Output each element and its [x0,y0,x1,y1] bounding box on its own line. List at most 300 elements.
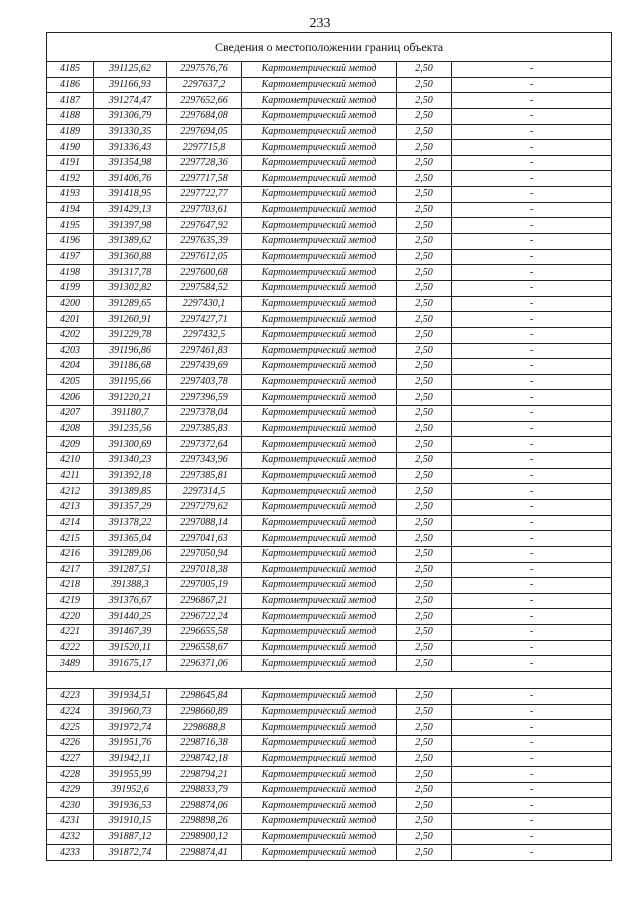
method-cell: Картометрический метод [242,735,397,751]
table-row [47,845,612,861]
method-cell: Картометрический метод [242,798,397,814]
method-cell: Картометрический метод [242,108,397,124]
method-cell: Картометрический метод [242,688,397,704]
point-number-cell: 4221 [47,625,94,641]
y-coordinate-cell: 2297635,39 [167,234,242,250]
point-number-cell: 4210 [47,453,94,469]
description-cell: - [452,155,612,171]
y-coordinate-cell: 2298874,06 [167,798,242,814]
description-cell: - [452,531,612,547]
point-number-cell: 4213 [47,499,94,515]
y-coordinate-cell: 2296655,58 [167,625,242,641]
point-number-cell: 4191 [47,155,94,171]
method-cell: Картометрический метод [242,704,397,720]
x-coordinate-cell: 391340,23 [94,453,167,469]
description-cell: - [452,437,612,453]
method-cell: Картометрический метод [242,249,397,265]
point-number-cell: 4220 [47,609,94,625]
description-cell: - [452,108,612,124]
precision-cell: 2,50 [397,578,452,594]
table-row [47,421,612,437]
point-number-cell: 4198 [47,265,94,281]
precision-cell: 2,50 [397,62,452,78]
precision-cell: 2,50 [397,562,452,578]
method-cell: Картометрический метод [242,421,397,437]
y-coordinate-cell: 2298874,41 [167,845,242,861]
description-cell: - [452,499,612,515]
method-cell: Картометрический метод [242,593,397,609]
precision-cell: 2,50 [397,108,452,124]
table-row [47,484,612,500]
description-cell: - [452,767,612,783]
y-coordinate-cell: 2297432,5 [167,327,242,343]
point-number-cell: 4187 [47,93,94,109]
description-cell: - [452,312,612,328]
x-coordinate-cell: 391389,62 [94,234,167,250]
description-cell: - [452,265,612,281]
y-coordinate-cell: 2297684,08 [167,108,242,124]
description-cell: - [452,421,612,437]
precision-cell: 2,50 [397,640,452,656]
table-row [47,327,612,343]
table-row [47,688,612,704]
precision-cell: 2,50 [397,767,452,783]
precision-cell: 2,50 [397,531,452,547]
table-row [47,155,612,171]
method-cell: Картометрический метод [242,406,397,422]
precision-cell: 2,50 [397,625,452,641]
description-cell: - [452,829,612,845]
y-coordinate-cell: 2296722,24 [167,609,242,625]
precision-cell: 2,50 [397,406,452,422]
point-number-cell: 4227 [47,751,94,767]
y-coordinate-cell: 2297728,36 [167,155,242,171]
description-cell: - [452,720,612,736]
method-cell: Картометрический метод [242,499,397,515]
method-cell: Картометрический метод [242,531,397,547]
x-coordinate-cell: 391418,95 [94,187,167,203]
x-coordinate-cell: 391357,29 [94,499,167,515]
x-coordinate-cell: 391196,86 [94,343,167,359]
point-number-cell: 4189 [47,124,94,140]
method-cell: Картометрический метод [242,234,397,250]
description-cell: - [452,140,612,156]
y-coordinate-cell: 2296371,06 [167,656,242,672]
description-cell: - [452,234,612,250]
x-coordinate-cell: 391302,82 [94,280,167,296]
table-row [47,390,612,406]
table-row [47,531,612,547]
method-cell: Картометрический метод [242,312,397,328]
description-cell: - [452,704,612,720]
table-row [47,140,612,156]
x-coordinate-cell: 391180,7 [94,406,167,422]
point-number-cell: 4195 [47,218,94,234]
precision-cell: 2,50 [397,720,452,736]
precision-cell: 2,50 [397,140,452,156]
description-cell: - [452,280,612,296]
method-cell: Картометрический метод [242,124,397,140]
description-cell: - [452,343,612,359]
method-cell: Картометрический метод [242,265,397,281]
table-row [47,720,612,736]
description-cell: - [452,782,612,798]
method-cell: Картометрический метод [242,845,397,861]
y-coordinate-cell: 2297576,76 [167,62,242,78]
table-title: Сведения о местоположении границ объекта [47,33,612,62]
x-coordinate-cell: 391936,53 [94,798,167,814]
x-coordinate-cell: 391260,91 [94,312,167,328]
point-number-cell: 4219 [47,593,94,609]
x-coordinate-cell: 391406,76 [94,171,167,187]
x-coordinate-cell: 391388,3 [94,578,167,594]
method-cell: Картометрический метод [242,280,397,296]
y-coordinate-cell: 2298716,38 [167,735,242,751]
method-cell: Картометрический метод [242,359,397,375]
table-row [47,453,612,469]
point-number-cell: 4229 [47,782,94,798]
table-row [47,782,612,798]
precision-cell: 2,50 [397,468,452,484]
description-cell: - [452,484,612,500]
table-row [47,546,612,562]
table-row [47,93,612,109]
x-coordinate-cell: 391229,78 [94,327,167,343]
table-row [47,578,612,594]
description-cell: - [452,640,612,656]
y-coordinate-cell: 2297005,19 [167,578,242,594]
table-row [47,62,612,78]
table-row [47,265,612,281]
x-coordinate-cell: 391354,98 [94,155,167,171]
y-coordinate-cell: 2297461,83 [167,343,242,359]
description-cell: - [452,374,612,390]
y-coordinate-cell: 2297703,61 [167,202,242,218]
table-row [47,312,612,328]
description-cell: - [452,515,612,531]
x-coordinate-cell: 391306,79 [94,108,167,124]
y-coordinate-cell: 2297050,94 [167,546,242,562]
description-cell: - [452,593,612,609]
method-cell: Картометрический метод [242,546,397,562]
precision-cell: 2,50 [397,202,452,218]
precision-cell: 2,50 [397,93,452,109]
y-coordinate-cell: 2298742,18 [167,751,242,767]
x-coordinate-cell: 391952,6 [94,782,167,798]
precision-cell: 2,50 [397,656,452,672]
method-cell: Картометрический метод [242,296,397,312]
y-coordinate-cell: 2297041,63 [167,531,242,547]
table-row [47,437,612,453]
y-coordinate-cell: 2297343,96 [167,453,242,469]
description-cell: - [452,688,612,704]
table-row [47,609,612,625]
y-coordinate-cell: 2297385,83 [167,421,242,437]
table-row [47,77,612,93]
description-cell: - [452,735,612,751]
point-number-cell: 4201 [47,312,94,328]
method-cell: Картометрический метод [242,640,397,656]
point-number-cell: 4203 [47,343,94,359]
precision-cell: 2,50 [397,704,452,720]
point-number-cell: 4186 [47,77,94,93]
description-cell: - [452,359,612,375]
point-number-cell: 4192 [47,171,94,187]
table-row [47,234,612,250]
precision-cell: 2,50 [397,296,452,312]
precision-cell: 2,50 [397,234,452,250]
precision-cell: 2,50 [397,343,452,359]
x-coordinate-cell: 391675,17 [94,656,167,672]
x-coordinate-cell: 391429,13 [94,202,167,218]
method-cell: Картометрический метод [242,218,397,234]
method-cell: Картометрический метод [242,720,397,736]
method-cell: Картометрический метод [242,829,397,845]
description-cell: - [452,625,612,641]
x-coordinate-cell: 391274,47 [94,93,167,109]
point-number-cell: 4206 [47,390,94,406]
precision-cell: 2,50 [397,312,452,328]
table-row [47,735,612,751]
precision-cell: 2,50 [397,546,452,562]
precision-cell: 2,50 [397,265,452,281]
precision-cell: 2,50 [397,327,452,343]
precision-cell: 2,50 [397,484,452,500]
precision-cell: 2,50 [397,499,452,515]
x-coordinate-cell: 391317,78 [94,265,167,281]
y-coordinate-cell: 2297372,64 [167,437,242,453]
y-coordinate-cell: 2298794,21 [167,767,242,783]
x-coordinate-cell: 391125,62 [94,62,167,78]
description-cell: - [452,546,612,562]
x-coordinate-cell: 391887,12 [94,829,167,845]
description-cell: - [452,249,612,265]
point-number-cell: 4226 [47,735,94,751]
precision-cell: 2,50 [397,688,452,704]
precision-cell: 2,50 [397,845,452,861]
x-coordinate-cell: 391378,22 [94,515,167,531]
table-row [47,187,612,203]
description-cell: - [452,218,612,234]
point-number-cell: 4218 [47,578,94,594]
y-coordinate-cell: 2298833,79 [167,782,242,798]
table-row [47,218,612,234]
section-separator-row [47,671,612,688]
y-coordinate-cell: 2298645,84 [167,688,242,704]
x-coordinate-cell: 391960,73 [94,704,167,720]
y-coordinate-cell: 2297600,68 [167,265,242,281]
description-cell: - [452,406,612,422]
section-separator [47,671,612,688]
x-coordinate-cell: 391360,88 [94,249,167,265]
y-coordinate-cell: 2297717,58 [167,171,242,187]
precision-cell: 2,50 [397,782,452,798]
x-coordinate-cell: 391220,21 [94,390,167,406]
x-coordinate-cell: 391520,11 [94,640,167,656]
point-number-cell: 4199 [47,280,94,296]
method-cell: Картометрический метод [242,155,397,171]
table-row [47,468,612,484]
method-cell: Картометрический метод [242,77,397,93]
x-coordinate-cell: 391942,11 [94,751,167,767]
precision-cell: 2,50 [397,171,452,187]
point-number-cell: 4207 [47,406,94,422]
table-row [47,296,612,312]
table-row [47,249,612,265]
precision-cell: 2,50 [397,390,452,406]
x-coordinate-cell: 391467,39 [94,625,167,641]
method-cell: Картометрический метод [242,814,397,830]
point-number-cell: 4211 [47,468,94,484]
y-coordinate-cell: 2297314,5 [167,484,242,500]
point-number-cell: 4224 [47,704,94,720]
table-row [47,406,612,422]
point-number-cell: 4217 [47,562,94,578]
table-row [47,829,612,845]
table-row [47,656,612,672]
y-coordinate-cell: 2297088,14 [167,515,242,531]
x-coordinate-cell: 391389,85 [94,484,167,500]
y-coordinate-cell: 2297694,05 [167,124,242,140]
y-coordinate-cell: 2298898,26 [167,814,242,830]
point-number-cell: 4222 [47,640,94,656]
y-coordinate-cell: 2297637,2 [167,77,242,93]
point-number-cell: 4216 [47,546,94,562]
method-cell: Картометрический метод [242,93,397,109]
x-coordinate-cell: 391951,76 [94,735,167,751]
table-row [47,124,612,140]
y-coordinate-cell: 2297584,52 [167,280,242,296]
method-cell: Картометрический метод [242,782,397,798]
x-coordinate-cell: 391300,69 [94,437,167,453]
x-coordinate-cell: 391376,67 [94,593,167,609]
precision-cell: 2,50 [397,374,452,390]
table-row [47,704,612,720]
boundary-table [46,32,612,861]
precision-cell: 2,50 [397,280,452,296]
description-cell: - [452,656,612,672]
y-coordinate-cell: 2297715,8 [167,140,242,156]
point-number-cell: 4233 [47,845,94,861]
description-cell: - [452,578,612,594]
y-coordinate-cell: 2297403,78 [167,374,242,390]
table-row [47,814,612,830]
point-number-cell: 4196 [47,234,94,250]
precision-cell: 2,50 [397,751,452,767]
point-number-cell: 4190 [47,140,94,156]
point-number-cell: 4205 [47,374,94,390]
method-cell: Картометрический метод [242,62,397,78]
method-cell: Картометрический метод [242,625,397,641]
y-coordinate-cell: 2296558,67 [167,640,242,656]
x-coordinate-cell: 391186,68 [94,359,167,375]
table-row [47,640,612,656]
point-number-cell: 4232 [47,829,94,845]
method-cell: Картометрический метод [242,751,397,767]
point-number-cell: 4202 [47,327,94,343]
point-number-cell: 4215 [47,531,94,547]
description-cell: - [452,468,612,484]
method-cell: Картометрический метод [242,171,397,187]
method-cell: Картометрический метод [242,140,397,156]
table-row [47,343,612,359]
method-cell: Картометрический метод [242,515,397,531]
y-coordinate-cell: 2297439,69 [167,359,242,375]
description-cell: - [452,845,612,861]
point-number-cell: 4230 [47,798,94,814]
y-coordinate-cell: 2297722,77 [167,187,242,203]
precision-cell: 2,50 [397,735,452,751]
point-number-cell: 4197 [47,249,94,265]
precision-cell: 2,50 [397,359,452,375]
precision-cell: 2,50 [397,609,452,625]
point-number-cell: 4185 [47,62,94,78]
point-number-cell: 4188 [47,108,94,124]
table-row [47,374,612,390]
method-cell: Картометрический метод [242,437,397,453]
x-coordinate-cell: 391910,15 [94,814,167,830]
x-coordinate-cell: 391955,99 [94,767,167,783]
y-coordinate-cell: 2297430,1 [167,296,242,312]
x-coordinate-cell: 391195,66 [94,374,167,390]
y-coordinate-cell: 2298660,89 [167,704,242,720]
precision-cell: 2,50 [397,437,452,453]
description-cell: - [452,77,612,93]
description-cell: - [452,798,612,814]
table-row [47,280,612,296]
table-row [47,562,612,578]
precision-cell: 2,50 [397,124,452,140]
y-coordinate-cell: 2297378,04 [167,406,242,422]
point-number-cell: 4212 [47,484,94,500]
x-coordinate-cell: 391287,51 [94,562,167,578]
point-number-cell: 4208 [47,421,94,437]
precision-cell: 2,50 [397,155,452,171]
point-number-cell: 4223 [47,688,94,704]
table-row [47,767,612,783]
method-cell: Картометрический метод [242,390,397,406]
method-cell: Картометрический метод [242,327,397,343]
y-coordinate-cell: 2297396,59 [167,390,242,406]
page-number: 233 [309,16,331,31]
precision-cell: 2,50 [397,421,452,437]
precision-cell: 2,50 [397,218,452,234]
table-row [47,359,612,375]
precision-cell: 2,50 [397,593,452,609]
point-number-cell: 4193 [47,187,94,203]
point-number-cell: 4200 [47,296,94,312]
y-coordinate-cell: 2298688,8 [167,720,242,736]
description-cell: - [452,202,612,218]
precision-cell: 2,50 [397,515,452,531]
description-cell: - [452,296,612,312]
table-row [47,171,612,187]
table-row [47,202,612,218]
x-coordinate-cell: 391166,93 [94,77,167,93]
point-number-cell: 4214 [47,515,94,531]
table-row [47,499,612,515]
description-cell: - [452,562,612,578]
description-cell: - [452,814,612,830]
point-number-cell: 4228 [47,767,94,783]
point-number-cell: 4225 [47,720,94,736]
description-cell: - [452,93,612,109]
x-coordinate-cell: 391397,98 [94,218,167,234]
y-coordinate-cell: 2297652,66 [167,93,242,109]
point-number-cell: 4194 [47,202,94,218]
x-coordinate-cell: 391392,18 [94,468,167,484]
method-cell: Картометрический метод [242,562,397,578]
